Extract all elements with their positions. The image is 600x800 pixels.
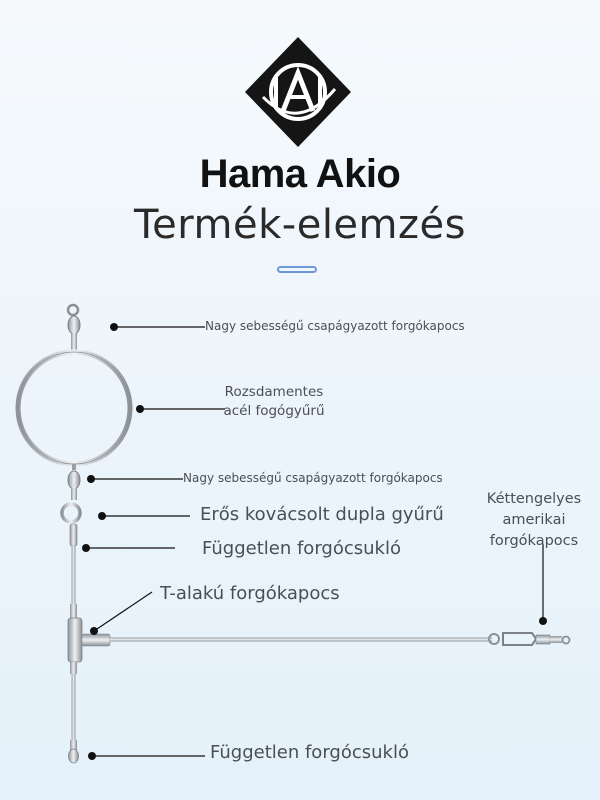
page-title: Termék-elemzés — [134, 202, 466, 248]
label-american-swivel: Kéttengelyes amerikai forgókapocs — [486, 491, 582, 549]
american-swivel-icon — [489, 633, 570, 645]
label-joint-bottom: Független forgócsukló — [210, 742, 409, 763]
label-double-ring: Erős kovácsolt dupla gyűrű — [200, 504, 444, 525]
label-steel-ring: Rozsdamentes acél fogógyűrű — [223, 384, 325, 419]
label-t-swivel: T-alakú forgókapocs — [160, 583, 340, 604]
double-ring-icon — [62, 504, 80, 522]
brand-name: Hama Akio — [199, 152, 401, 196]
steel-ring-icon — [18, 352, 130, 464]
top-swivel-icon — [68, 305, 80, 351]
mid-swivel-icon — [68, 464, 80, 500]
label-joint-top: Független forgócsukló — [202, 538, 401, 559]
t-swivel-icon — [68, 618, 110, 674]
label-top-swivel: Nagy sebességű csapágyazott forgókapocs — [205, 319, 465, 333]
label-mid-swivel: Nagy sebességű csapágyazott forgókapocs — [183, 471, 443, 485]
